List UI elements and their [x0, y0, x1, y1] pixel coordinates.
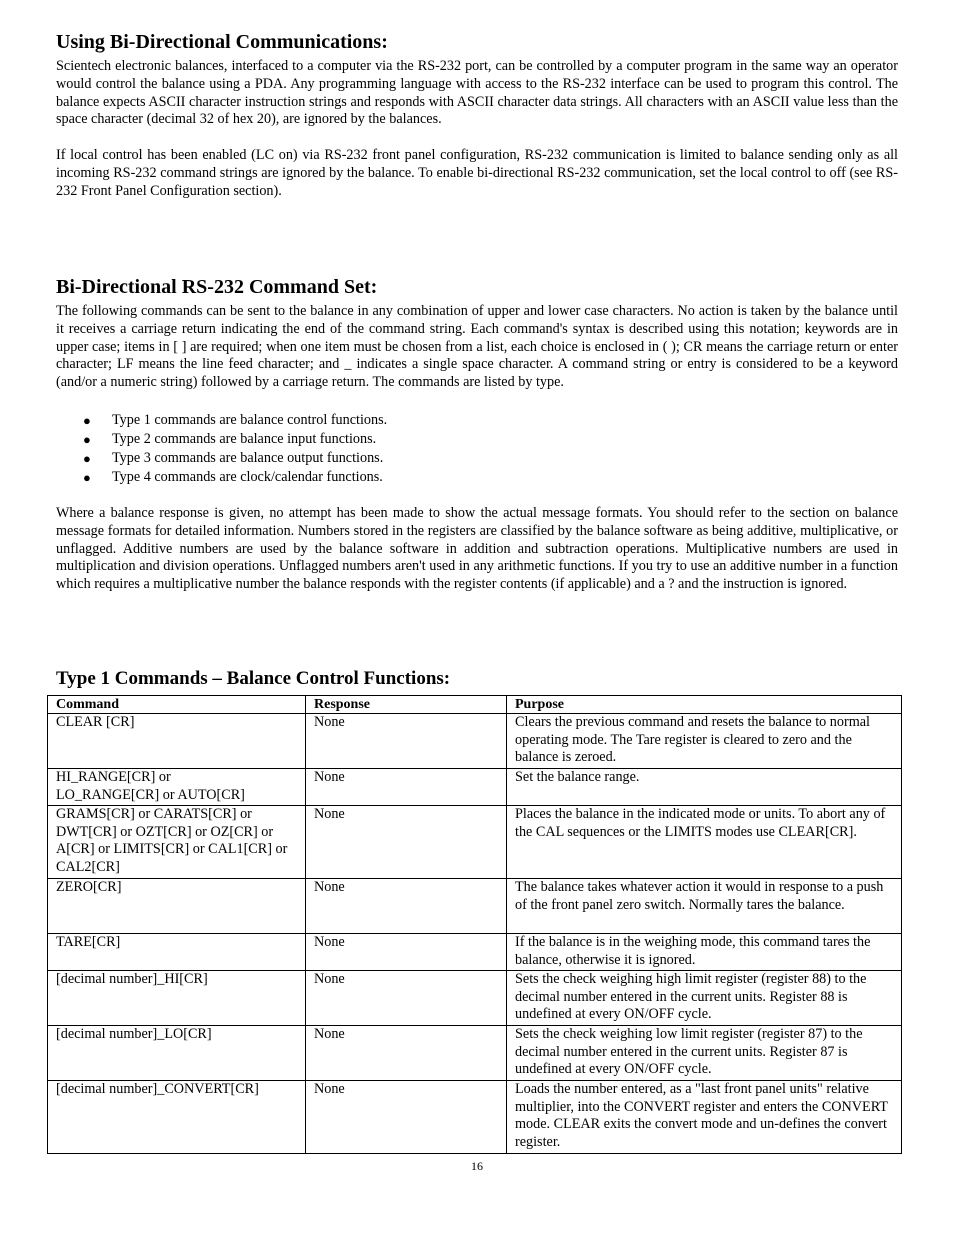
table-row [48, 934, 902, 971]
response-cell: None [306, 934, 507, 971]
command-cell: GRAMS[CR] or CARATS[CR] or DWT[CR] or OZT[CR] or OZ[CR] or A[CR] or LIMITS[CR] or CAL1[CR] or CAL2[CR] [48, 806, 306, 879]
purpose-cell: Set the balance range. [507, 769, 902, 806]
table-row [48, 971, 902, 1026]
purpose-cell: Places the balance in the indicated mode or units. To abort any of the CAL sequences or the LIMITS modes use CLEAR[CR]. [507, 806, 902, 879]
purpose-cell: Sets the check weighing high limit register (register 88) to the decimal number entered in the current units. Register 88 is undefined at every ON/OFF cycle. [507, 971, 902, 1026]
list-item: ● Type 3 commands are balance output functions. [83, 450, 384, 466]
purpose-cell: Sets the check weighing low limit register (register 87) to the decimal number entered in the current units. Register 87 is undefined at every ON/OFF cycle. [507, 1026, 902, 1081]
bullet-icon: ● [83, 413, 91, 428]
command-cell: HI_RANGE[CR] or LO_RANGE[CR] or AUTO[CR] [48, 769, 306, 806]
command-type-list [56, 411, 856, 487]
purpose-cell: Clears the previous command and resets the balance to normal operating mode. The Tare register is cleared to zero and the balance is zeroed. [507, 714, 902, 769]
paragraph-response-formats: Where a balance response is given, no attempt has been made to show the actual message formats. You should refer to the section on balance message formats for detailed information. Numbers stored in the registers are classified by the balance software as being additive, multiplicative, or unflagged. Additive numbers are used by the balance software in addition and subtraction operations. Multiplicative numbers are used in multiplication and division operations. Unflagged numbers aren't used in any arithmetic functions. If you try to use an additive number in a function which requires a multiplicative number the balance responds with the register contents (if applicable) and a ? and the instruction is ignored. [56, 505, 898, 593]
purpose-cell: If the balance is in the weighing mode, this command tares the balance, otherwise it is ignored. [507, 934, 902, 971]
table-row [48, 806, 902, 879]
table-row [48, 714, 902, 769]
command-cell: [decimal number]_HI[CR] [48, 971, 306, 1026]
bullet-icon: ● [83, 451, 91, 466]
response-cell: None [306, 714, 507, 769]
bullet-icon: ● [83, 432, 91, 447]
response-cell: None [306, 769, 507, 806]
column-header-command: Command [48, 696, 306, 714]
purpose-cell: The balance takes whatever action it would in response to a push of the front panel zero switch. Normally tares the balance. [507, 879, 902, 934]
list-item: ● Type 1 commands are balance control functions. [83, 412, 388, 428]
command-cell: CLEAR [CR] [48, 714, 306, 769]
response-cell: None [306, 1081, 507, 1154]
page-number: 16 [471, 1159, 483, 1173]
paragraph-intro: Scientech electronic balances, interfaced to a computer via the RS-232 port, can be controlled by a computer program in the same way an operator would control the balance using a PDA. Any programming language with access to the RS-232 interface can be used to program this control. The balance expects ASCII character instruction strings and responds with ASCII character data strings. All characters with an ASCII value less than the space character (decimal 32 of hex 20), are ignored by the balances. [56, 58, 898, 128]
list-item: ● Type 4 commands are clock/calendar functions. [83, 469, 383, 485]
command-cell: [decimal number]_LO[CR] [48, 1026, 306, 1081]
response-cell: None [306, 806, 507, 879]
list-item: ● Type 2 commands are balance input functions. [83, 431, 377, 447]
table-row [48, 1081, 902, 1154]
table-header-row [48, 696, 902, 714]
table-row [48, 1026, 902, 1081]
section-heading-command-set: Bi-Directional RS-232 Command Set: [56, 276, 378, 298]
response-cell: None [306, 879, 507, 934]
command-cell: TARE[CR] [48, 934, 306, 971]
command-cell: [decimal number]_CONVERT[CR] [48, 1081, 306, 1154]
command-cell: ZERO[CR] [48, 879, 306, 934]
table-row [48, 879, 902, 934]
response-cell: None [306, 1026, 507, 1081]
section-heading-bidirectional-communications: Using Bi-Directional Communications: [56, 31, 388, 53]
paragraph-command-notation: The following commands can be sent to the balance in any combination of upper and lower case characters. No action is taken by the balance until it receives a carriage return indicating the end of the command string. Each command's syntax is described using this notation; keywords are in upper case; items in [ ] are required; when one item must be chosen from a list, each choice is enclosed in ( ); CR means the carriage return or enter character; LF means the line feed character; and _ indicates a single space character. A command string or entry is considered to be a keyword (and/or a numeric string) followed by a carriage return. The commands are listed by type. [56, 303, 898, 391]
paragraph-local-control: If local control has been enabled (LC on) via RS-232 front panel configuration, RS-232 communication is limited to balance sending only as all incoming RS-232 command strings are ignored by the balance. To enable bi-directional RS-232 communication, set the local control to off (see RS-232 Front Panel Configuration section). [56, 147, 898, 199]
type1-commands-table [47, 695, 902, 1154]
section-heading-type1-commands: Type 1 Commands – Balance Control Functions: [56, 668, 451, 689]
column-header-response: Response [306, 696, 507, 714]
table-row [48, 769, 902, 806]
purpose-cell: Loads the number entered, as a "last front panel units" relative multiplier, into the CONVERT register and enters the CONVERT mode. CLEAR exits the convert mode and un-defines the convert register. [507, 1081, 902, 1154]
response-cell: None [306, 971, 507, 1026]
bullet-icon: ● [83, 470, 91, 485]
column-header-purpose: Purpose [507, 696, 902, 714]
